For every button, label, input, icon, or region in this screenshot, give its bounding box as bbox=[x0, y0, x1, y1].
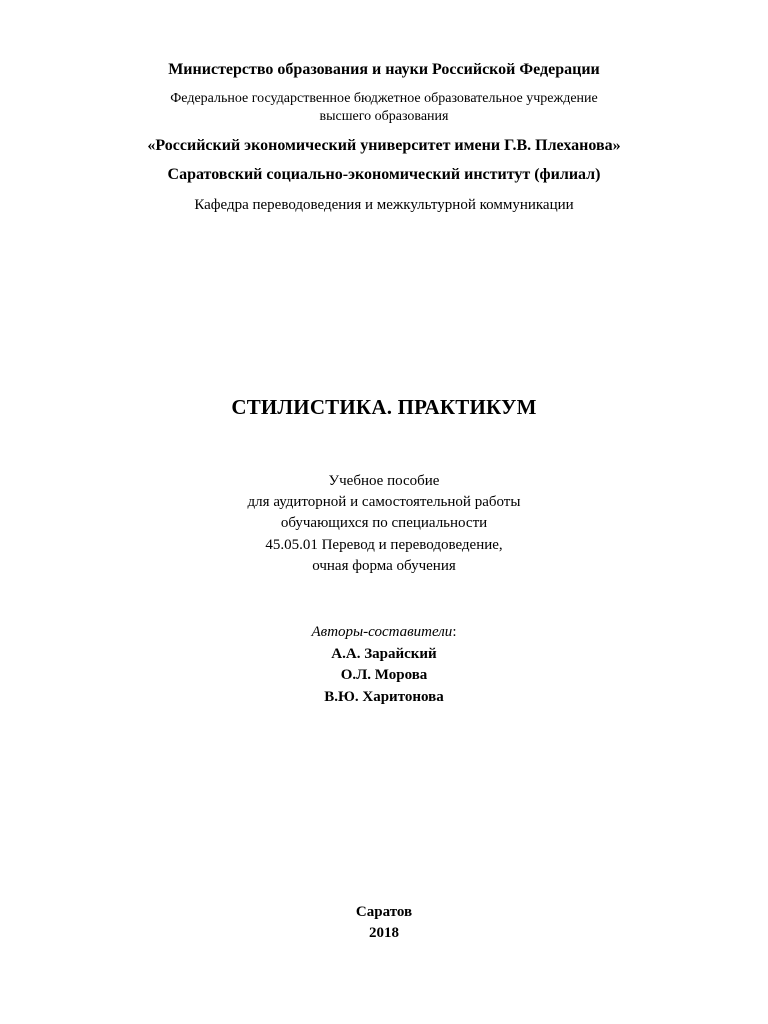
ministry-heading: Министерство образования и науки Российской Федерации bbox=[168, 61, 600, 78]
institution-type-line1: Федеральное государственное бюджетное образовательное учреждение bbox=[170, 91, 598, 106]
author-name: В.Ю. Харитонова bbox=[324, 689, 444, 705]
author-name: А.А. Зарайский bbox=[331, 646, 437, 662]
description-line: обучающихся по специальности bbox=[280, 515, 488, 531]
document-title: СТИЛИСТИКА. ПРАКТИКУМ bbox=[231, 395, 537, 419]
authors-label bbox=[0, 623, 768, 641]
author-name: О.Л. Морова bbox=[340, 667, 428, 683]
department-name: Кафедра переводоведения и межкультурной коммуникации bbox=[194, 197, 574, 213]
university-name: «Российский экономический университет имени Г.В. Плеханова» bbox=[147, 137, 621, 154]
authors-label-colon: : bbox=[452, 624, 457, 640]
publication-city: Саратов bbox=[355, 904, 413, 920]
description-line: очная форма обучения bbox=[312, 558, 456, 574]
institution-type-line2: высшего образования bbox=[319, 109, 449, 124]
publication-year: 2018 bbox=[369, 925, 399, 941]
authors-label-text: Авторы-составители bbox=[311, 624, 453, 640]
description-line: для аудиторной и самостоятельной работы bbox=[247, 494, 521, 510]
description-line: 45.05.01 Перевод и переводоведение, bbox=[265, 537, 503, 553]
institute-name: Саратовский социально-экономический институт (филиал) bbox=[167, 166, 601, 183]
description-line: Учебное пособие bbox=[328, 473, 440, 489]
